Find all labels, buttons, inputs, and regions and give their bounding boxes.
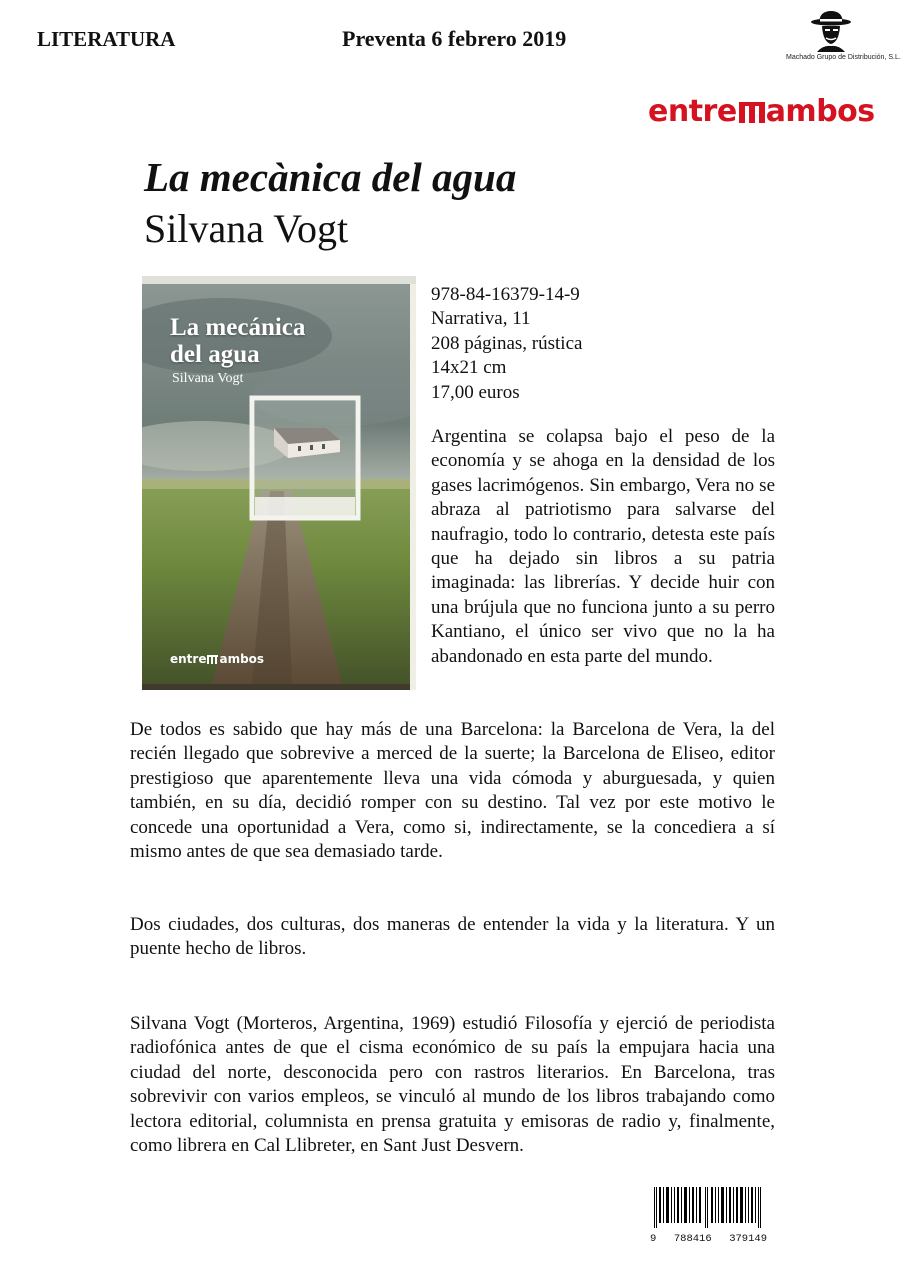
category-label: LITERATURA — [37, 27, 176, 51]
isbn: 978-84-16379-14-9 — [431, 284, 580, 305]
cover-logo-left: entre — [170, 652, 207, 666]
page-count: 208 páginas, rústica — [431, 332, 583, 354]
cover-logo-right: ambos — [219, 652, 265, 666]
barcode-digits — [648, 1233, 769, 1245]
publisher-logo-left: entre — [648, 94, 737, 129]
author-bio: Silvana Vogt (Morteros, Argentina, 1969) estudió Filosofía y ejerció de periodista radiofónica antes de que el cisma económico de su país la empujara hacia una ciudad del norte, desconocida pero con rastros literarios. En Barcelona, tras sobrevivir con varios empleos, se vinculó al mundo de los libros trabajando como lectora editorial, columnista en prensa gratuita y emisoras de radio y, finalmente, como librera en Cal Llibreter, en Sant Just Desvern. — [130, 1013, 775, 1157]
synopsis-paragraph-2: Dos ciudades, dos culturas, dos maneras de entender la vida y la literatura. Y un puente hecho de libros. — [130, 914, 775, 960]
distributor-name: Machado Grupo de Distribución, S.L. — [786, 54, 901, 61]
presale-date: Preventa 6 febrero 2019 — [342, 26, 567, 51]
barcode-bars — [648, 1187, 769, 1228]
price: 17,00 euros — [431, 381, 520, 403]
book-author: Silvana Vogt — [144, 206, 349, 251]
book-specs — [431, 283, 582, 405]
cover-mark-icon — [207, 655, 218, 664]
publisher-logo-right: ambos — [765, 94, 875, 129]
hat-man-icon — [809, 8, 853, 52]
cover-title-line2: del agua — [170, 341, 260, 368]
cover-publisher-logo — [170, 652, 264, 666]
book-cover — [142, 276, 416, 690]
publisher-mark-icon — [739, 102, 765, 123]
cover-author: Silvana Vogt — [172, 371, 244, 386]
book-size: 14x21 cm — [431, 357, 507, 379]
barcode-digits-left: 788416 — [673, 1233, 712, 1245]
synopsis-side-paragraph: Argentina se colapsa bajo el peso de la economía y se ahoga en la densidad de los gases lacrimógenos. Sin embargo, Vera no se abraza al patriotismo para salvarse del naufragio, todo lo contrario, detesta este país que ha dejado sin libros a su patria imaginada: las librerías. Y decide huir con una brújula que no funciona junto a su perro Kantiano, el único ser vivo que no la ha abandonado en esta parte del mundo. — [431, 426, 775, 667]
barcode-digits-right: 379149 — [729, 1233, 767, 1245]
distributor-logo — [786, 8, 901, 74]
cover-title — [170, 314, 305, 368]
barcode-digit-lead: 9 — [650, 1233, 657, 1245]
synopsis-paragraph-1: De todos es sabido que hay más de una Barcelona: la Barcelona de Vera, la del recién llegado que sobrevive a merced de la suerte; la Barcelona de Eliseo, editor prestigioso que aparentemente lleva una vida cómoda y aburguesada, y quien también, en su día, decidió romper con su destino. Tal vez por este motivo le concede una oportunidad a Vera, como si, indirectamente, se la concediera a sí mismo antes de que sea demasiado tarde. — [130, 719, 775, 863]
cover-title-line1: La mecánica — [170, 314, 306, 341]
publisher-logo — [648, 94, 875, 129]
book-title: La mecànica del agua — [144, 154, 517, 200]
collection: Narrativa, 11 — [431, 308, 531, 330]
barcode — [648, 1187, 769, 1245]
